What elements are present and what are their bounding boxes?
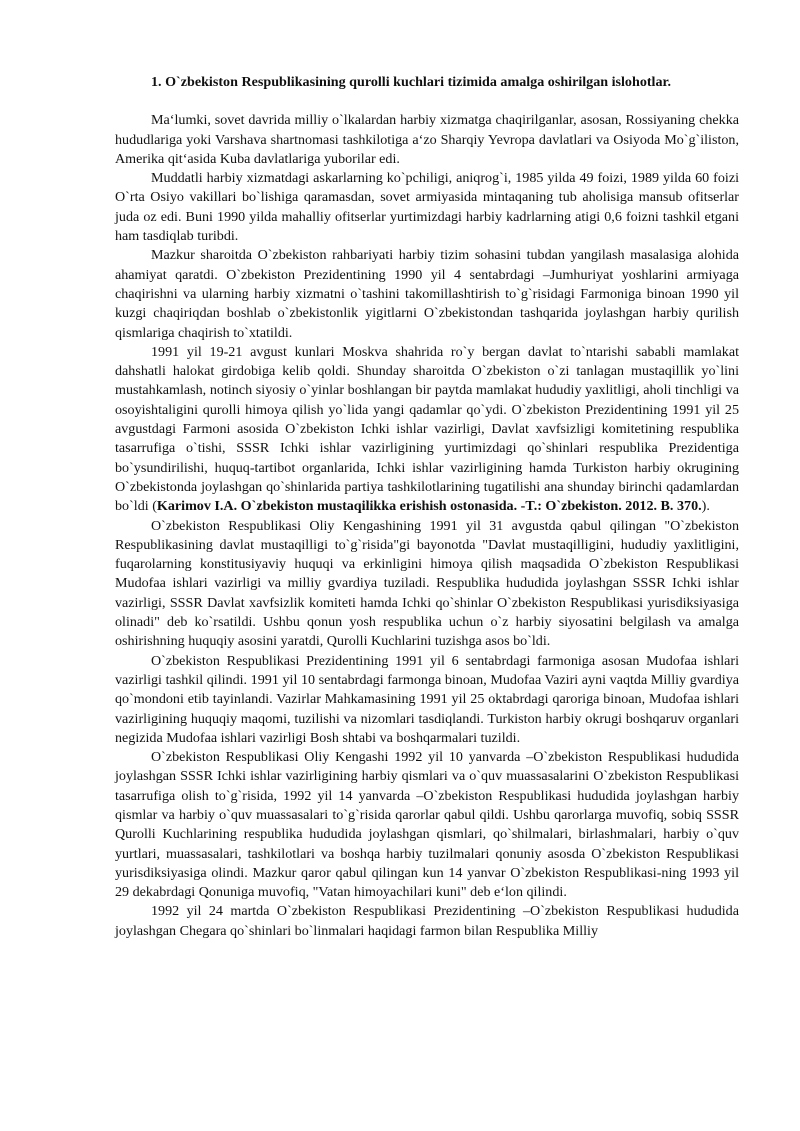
paragraph-2: Muddatli harbiy xizmatdagi askarlarning ko`pchiligi, aniqrog`i, 1985 yilda 49 foizi, 1989 yilda 60 foizi O`rta Osiyo vakillari bo`lishiga qaramasdan, sovet armiyasida mintaqaning tub aholisiga mansub ofitserlar juda oz edi. Buni 1990 yilda mahalliy ofitserlar yurtimizdagi harbiy kadrlarning atigi 0,6 foizni tashkil etgani ham tasdiqlab turibdi.	[115, 170, 739, 245]
paragraph-3: Mazkur sharoitda O`zbekiston rahbariyati harbiy tizim sohasini tubdan yangilash masalasiga alohida ahamiyat qaratdi. O`zbekiston Prezidentining 1990 yil 4 sentabrdagi –Jumhuriyat yoshlarini armiyaga chaqirishni va ularning harbiy xizmatni o`tashini takomillashtirish to`g`risidagi Farmoniga binoan 1990 yil kuzgi chaqiriqdan boshlab o`zbekistonlik yigitlarni O`zbekistondan tashqarida joylashgan harbiy qurilish qismlariga chaqirish to`xtatildi.	[115, 247, 739, 341]
document-page	[115, 73, 739, 941]
paragraph-6: O`zbekiston Respublikasi Prezidentining 1991 yil 6 sentabrdagi farmoniga asosan Mudofaa ishlari vazirligi tashkil qilindi. 1991 yil 10 sentabrdagi farmonga binoan, Mudofaa Vaziri ayni vaqtda Milliy gvardiya qo`mondoni etib tayinlandi. Vazirlar Mahkamasining 1991 yil 25 oktabrdagi qaroriga binoan, Mudofaa ishlari vazirligining huquqiy maqomi, tuzilishi va nizomlari tasdiqlandi. Turkiston harbiy okrugi boshqaruv organlari negizida Mudofaa ishlari vazirligi Bosh shtabi va boshqarmalari tuzildi.	[115, 652, 739, 746]
paragraph-7: O`zbekiston Respublikasi Oliy Kengashi 1992 yil 10 yanvarda –O`zbekiston Respublikasi hududida joylashgan SSSR Ichki ishlar vazirligining harbiy qismlari va o`quv muassasalarini O`zbekiston Respublikasi tasarrufiga olish to`g`risida, 1992 yil 14 yanvarda –O`zbekiston Respublikasi hududida joylashgan harbiy qismlar va harbiy o`quv muassasalari to`g`risida qarorlar qabul qildi. Ushbu qarorlarga muvofiq, sobiq SSSR Qurolli Kuchlarining respublika hududida joylashgan qismlari, qo`shilmalari, birlashmalari, harbiy o`quv yurtlari, muassasalari, tashkilotlari va boshqa harbiy tuzilmalari qonuniy asosda O`zbekiston Respublikasi yurisdiksiyasiga olindi. Mazkur qaror qabul qilingan kun 14 yanvar O`zbekiston Respublikasi-ning 1993 yil 29 dekabrdagi Qonuniga muvofiq, "Vatan himoyachilari kuni" deb e‘lon qilindi.	[115, 749, 739, 901]
paragraph-1: Ma‘lumki, sovet davrida milliy o`lkalardan harbiy xizmatga chaqirilganlar, asosan, Rossiyaning chekka hududlariga yoki Varshava shartnomasi tashkilotiga a‘zo Sharqiy Yevropa davlatlari va Osiyoda Mo`g`iliston, Amerika qit‘asida Kuba davlatlariga yuborilar edi.	[115, 112, 739, 167]
paragraph-4-text: 1991 yil 19-21 avgust kunlari Moskva shahrida ro`y bergan davlat to`ntarishi sababli mamlakat dahshatli halokat girdobiga kelib qoldi. Shunday sharoitda O`zbekiston o`zi tanlagan mustaqillik yo`lini mustahkamlash, notinch siyosiy o`yinlar boshlangan bir paytda mamlakat hududiy yaxlitligi, aholi tinchligi va osoyishtaligini qurolli himoya qilish yo`lida yangi qadamlar qo`ydi. O`zbekiston Prezidentining 1991 yil 25 avgustdagi Farmoni asosida O`zbekiston Ichki ishlar vazirligi, Davlat xavfsizligi komitetining respublika tasarrufiga o`tishi, SSSR Ichki ishlar vazirligining yurtimizdagi qo`shinlari respublika Prezidentiga bo`ysundirilishi, huquq-tartibot organlarida, Ichki ishlar vazirligining hamda Turkiston harbiy okrugining O`zbekistonda joylashgan qo`shinlarida partiya tashkilotlarining tugatilishi ana shunday birinchi qadamlardan bo`ldi (	[115, 343, 739, 515]
citation-reference: Karimov I.A. O`zbekiston mustaqilikka erishish ostonasida. -T.: O`zbekiston. 2012. B. 370.	[156, 498, 702, 515]
section-heading: 1. O`zbekiston Respublikasining qurolli kuchlari tizimida amalga oshirilgan islohotlar.	[151, 74, 672, 90]
paragraph-4	[115, 343, 739, 517]
citation-close: ).	[701, 498, 710, 515]
paragraph-8: 1992 yil 24 martda O`zbekiston Respublikasi Prezidentining –O`zbekiston Respublikasi hududida joylashgan Chegara qo`shinlari bo`linmalari haqidagi farmon bilan Respublika Milliy	[115, 903, 739, 939]
paragraph-5: O`zbekiston Respublikasi Oliy Kengashining 1991 yil 31 avgustda qabul qilingan "O`zbekiston Respublikasining davlat mustaqilligi to`g`risida"gi bayonotda "Davlat mustaqilligini, hududiy yaxlitligini, fuqarolarning konstitusiyaviy huquqi va erkinligini himoya qilish maqsadida O`zbekiston Respublikasi Mudofaa ishlari vazirligi va milliy gvardiya tuziladi. Respublika hududida joylashgan SSSR Ichki ishlar vazirligi, SSSR Davlat xavfsizlik komiteti hamda Ichki qo`shinlar O`zbekiston Respublikasi yurisdiksiyasiga olinadi" deb ko`rsatildi. Ushbu qonun yosh respublika uchun o`z harbiy siyosatini belgilash va amalga oshirishning huquqiy asosini yaratdi, Qurolli Kuchlarini tuzishga asos bo`ldi.	[115, 517, 739, 650]
